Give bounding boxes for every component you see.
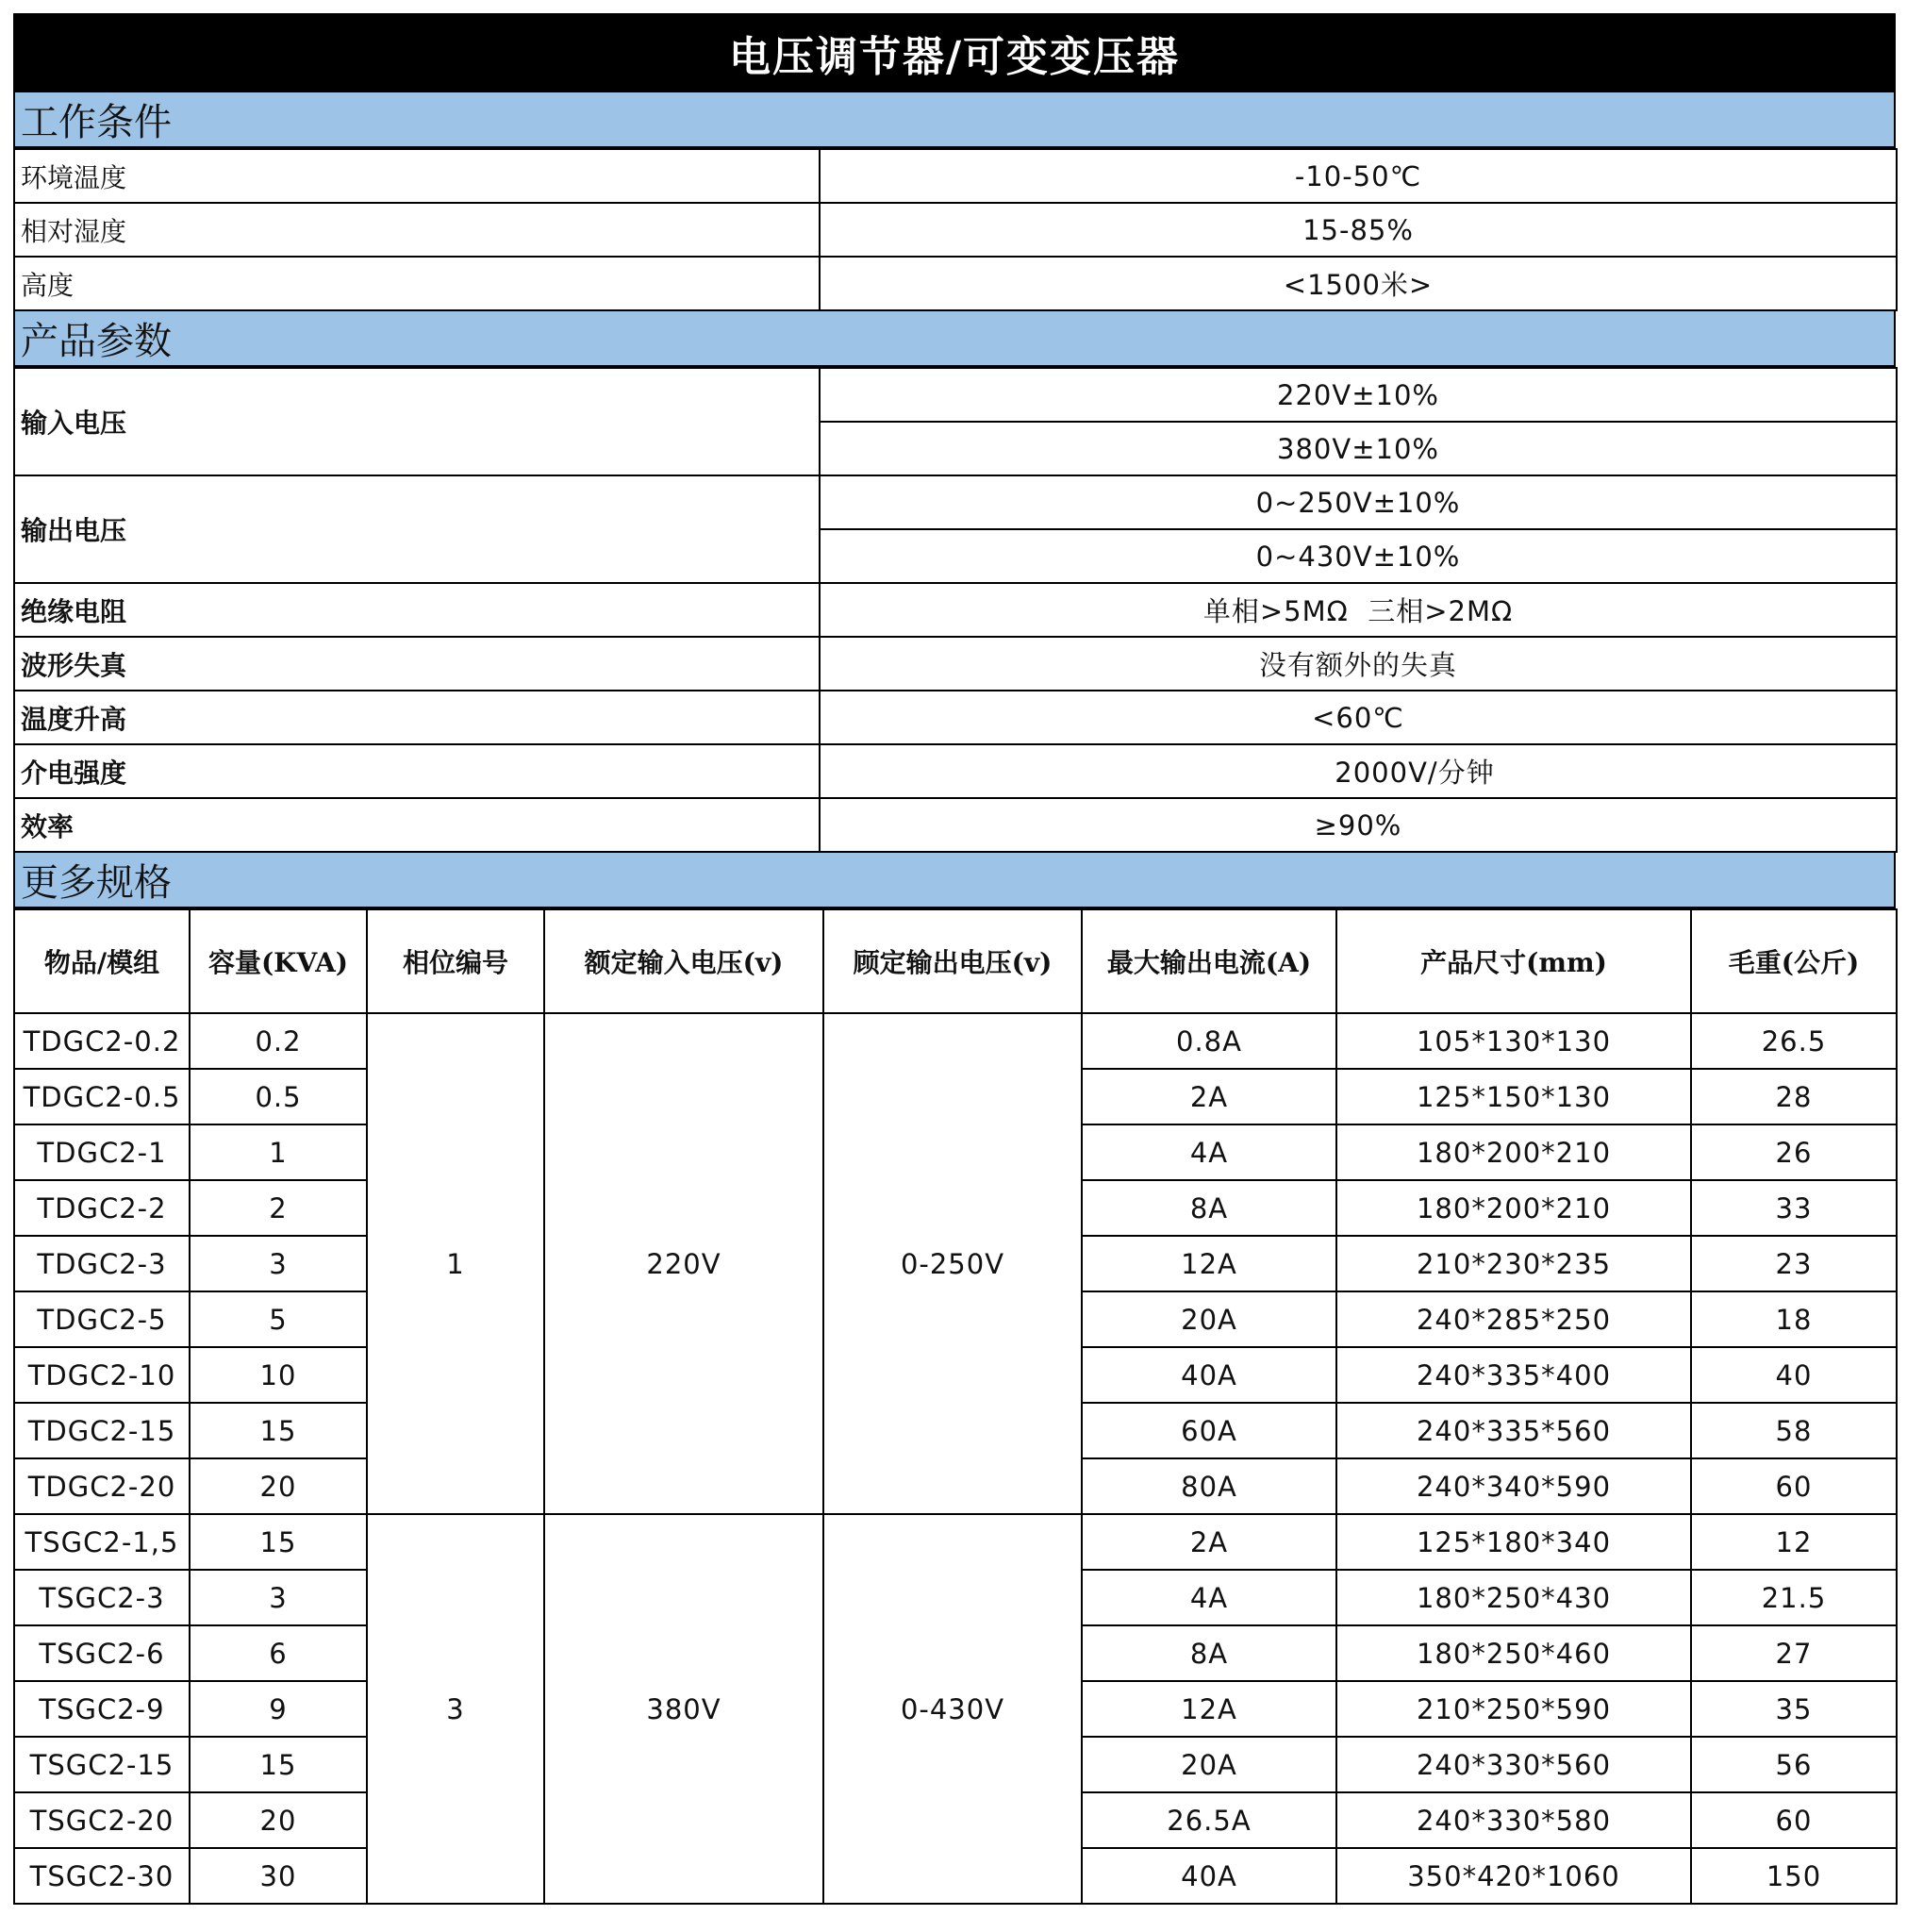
section-heading-product-params: 产品参数 [13, 311, 1896, 367]
capacity-cell: 20 [190, 1792, 367, 1848]
input-voltage-label: 输入电压 [14, 368, 820, 475]
dimensions-cell: 350*420*1060 [1336, 1848, 1691, 1904]
model-cell: TDGC2-10 [14, 1347, 190, 1403]
dimensions-cell: 240*330*560 [1336, 1737, 1691, 1792]
column-header: 额定输入电压(v) [544, 909, 823, 1013]
capacity-cell: 5 [190, 1291, 367, 1347]
table-row [14, 203, 1897, 257]
weight-cell: 60 [1691, 1458, 1897, 1514]
model-cell: TSGC2-6 [14, 1625, 190, 1681]
dimensions-cell: 180*250*430 [1336, 1570, 1691, 1625]
spec-sheet [13, 13, 1896, 1905]
max-current-cell: 8A [1082, 1180, 1336, 1236]
model-cell: TSGC2-1,5 [14, 1514, 190, 1570]
row-label: 高度 [14, 257, 820, 310]
max-current-cell: 2A [1082, 1514, 1336, 1570]
weight-cell: 58 [1691, 1403, 1897, 1458]
weight-cell: 26.5 [1691, 1013, 1897, 1069]
dimensions-cell: 210*250*590 [1336, 1681, 1691, 1737]
row-value: <60℃ [820, 691, 1897, 744]
dimensions-cell: 210*230*235 [1336, 1236, 1691, 1291]
section-heading-more-specs: 更多规格 [13, 853, 1896, 908]
product-params-table [13, 367, 1898, 853]
dimensions-cell: 240*340*590 [1336, 1458, 1691, 1514]
capacity-cell: 10 [190, 1347, 367, 1403]
weight-cell: 35 [1691, 1681, 1897, 1737]
table-row [14, 744, 1897, 798]
dimensions-cell: 180*250*460 [1336, 1625, 1691, 1681]
row-value: 2000V/分钟 [820, 744, 1897, 798]
table-row [14, 257, 1897, 310]
max-current-cell: 20A [1082, 1737, 1336, 1792]
table-row [14, 1013, 1897, 1069]
dimensions-cell: 180*200*210 [1336, 1180, 1691, 1236]
capacity-cell: 20 [190, 1458, 367, 1514]
max-current-cell: 2A [1082, 1069, 1336, 1124]
column-header: 相位编号 [367, 909, 544, 1013]
input-voltage-value: 380V±10% [820, 422, 1897, 475]
table-row [14, 1514, 1897, 1570]
output-voltage-value: 0~430V±10% [820, 529, 1897, 583]
output-voltage-label: 输出电压 [14, 475, 820, 583]
weight-cell: 18 [1691, 1291, 1897, 1347]
column-header: 产品尺寸(mm) [1336, 909, 1691, 1013]
capacity-cell: 3 [190, 1570, 367, 1625]
weight-cell: 56 [1691, 1737, 1897, 1792]
row-label: 温度升高 [14, 691, 820, 744]
column-header: 最大输出电流(A) [1082, 909, 1336, 1013]
table-row [14, 583, 1897, 637]
model-cell: TDGC2-2 [14, 1180, 190, 1236]
page-title: 电压调节器/可变变压器 [13, 13, 1896, 92]
row-label: 效率 [14, 798, 820, 852]
model-cell: TDGC2-15 [14, 1403, 190, 1458]
max-current-cell: 0.8A [1082, 1013, 1336, 1069]
capacity-cell: 15 [190, 1403, 367, 1458]
dimensions-cell: 240*285*250 [1336, 1291, 1691, 1347]
model-cell: TSGC2-3 [14, 1570, 190, 1625]
row-label: 绝缘电阻 [14, 583, 820, 637]
rated-output-cell: 0-250V [823, 1013, 1082, 1514]
column-header: 物品/模组 [14, 909, 190, 1013]
rated-input-cell: 380V [544, 1514, 823, 1904]
row-value: ≥90% [820, 798, 1897, 852]
row-value: 没有额外的失真 [820, 637, 1897, 691]
row-value: -10-50℃ [820, 149, 1897, 203]
capacity-cell: 6 [190, 1625, 367, 1681]
table-row [14, 149, 1897, 203]
max-current-cell: 20A [1082, 1291, 1336, 1347]
model-cell: TDGC2-0.2 [14, 1013, 190, 1069]
table-row [14, 475, 1897, 529]
capacity-cell: 0.2 [190, 1013, 367, 1069]
model-cell: TSGC2-20 [14, 1792, 190, 1848]
dimensions-cell: 180*200*210 [1336, 1124, 1691, 1180]
weight-cell: 27 [1691, 1625, 1897, 1681]
model-cell: TDGC2-0.5 [14, 1069, 190, 1124]
dimensions-cell: 240*335*560 [1336, 1403, 1691, 1458]
dimensions-cell: 125*180*340 [1336, 1514, 1691, 1570]
rated-output-cell: 0-430V [823, 1514, 1082, 1904]
rated-input-cell: 220V [544, 1013, 823, 1514]
max-current-cell: 4A [1082, 1570, 1336, 1625]
phase-cell: 1 [367, 1013, 544, 1514]
weight-cell: 23 [1691, 1236, 1897, 1291]
capacity-cell: 3 [190, 1236, 367, 1291]
specs-body [14, 1013, 1897, 1904]
dimensions-cell: 240*335*400 [1336, 1347, 1691, 1403]
model-cell: TSGC2-30 [14, 1848, 190, 1904]
model-cell: TDGC2-20 [14, 1458, 190, 1514]
capacity-cell: 9 [190, 1681, 367, 1737]
weight-cell: 12 [1691, 1514, 1897, 1570]
weight-cell: 28 [1691, 1069, 1897, 1124]
capacity-cell: 1 [190, 1124, 367, 1180]
max-current-cell: 12A [1082, 1681, 1336, 1737]
max-current-cell: 8A [1082, 1625, 1336, 1681]
table-row [14, 368, 1897, 422]
capacity-cell: 15 [190, 1514, 367, 1570]
max-current-cell: 4A [1082, 1124, 1336, 1180]
row-value: 15-85% [820, 203, 1897, 257]
capacity-cell: 0.5 [190, 1069, 367, 1124]
column-header: 顾定输出电压(v) [823, 909, 1082, 1013]
row-label: 相对湿度 [14, 203, 820, 257]
input-voltage-value: 220V±10% [820, 368, 1897, 422]
row-label: 波形失真 [14, 637, 820, 691]
model-cell: TDGC2-1 [14, 1124, 190, 1180]
phase-cell: 3 [367, 1514, 544, 1904]
specs-table [13, 908, 1898, 1905]
max-current-cell: 26.5A [1082, 1792, 1336, 1848]
weight-cell: 21.5 [1691, 1570, 1897, 1625]
capacity-cell: 30 [190, 1848, 367, 1904]
specs-header-row [14, 909, 1897, 1013]
weight-cell: 40 [1691, 1347, 1897, 1403]
weight-cell: 60 [1691, 1792, 1897, 1848]
working-conditions-table [13, 148, 1898, 311]
model-cell: TDGC2-5 [14, 1291, 190, 1347]
max-current-cell: 80A [1082, 1458, 1336, 1514]
column-header: 容量(KVA) [190, 909, 367, 1013]
table-row [14, 798, 1897, 852]
weight-cell: 26 [1691, 1124, 1897, 1180]
weight-cell: 150 [1691, 1848, 1897, 1904]
max-current-cell: 40A [1082, 1848, 1336, 1904]
row-value: <1500米> [820, 257, 1897, 310]
capacity-cell: 2 [190, 1180, 367, 1236]
table-row [14, 637, 1897, 691]
dimensions-cell: 240*330*580 [1336, 1792, 1691, 1848]
capacity-cell: 15 [190, 1737, 367, 1792]
max-current-cell: 12A [1082, 1236, 1336, 1291]
max-current-cell: 60A [1082, 1403, 1336, 1458]
dimensions-cell: 125*150*130 [1336, 1069, 1691, 1124]
row-value: 单相>5MΩ 三相>2MΩ [820, 583, 1897, 637]
column-header: 毛重(公斤) [1691, 909, 1897, 1013]
row-label: 环境温度 [14, 149, 820, 203]
table-row [14, 691, 1897, 744]
section-heading-working-conditions: 工作条件 [13, 92, 1896, 148]
weight-cell: 33 [1691, 1180, 1897, 1236]
model-cell: TDGC2-3 [14, 1236, 190, 1291]
model-cell: TSGC2-9 [14, 1681, 190, 1737]
max-current-cell: 40A [1082, 1347, 1336, 1403]
row-label: 介电强度 [14, 744, 820, 798]
output-voltage-value: 0~250V±10% [820, 475, 1897, 529]
dimensions-cell: 105*130*130 [1336, 1013, 1691, 1069]
model-cell: TSGC2-15 [14, 1737, 190, 1792]
